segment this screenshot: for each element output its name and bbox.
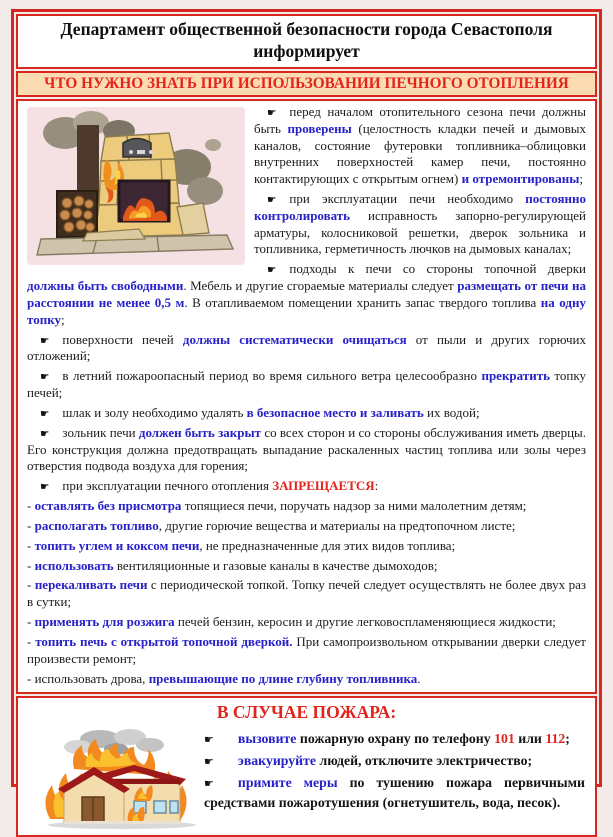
text-segment: топить углем и коксом печи [34, 537, 200, 553]
text-segment: исправность запорно-регулирующей арматуры, колосниковой решетки, дверок зольника и топливника, герметичность лючков на дымовых каналах; [254, 207, 586, 257]
pointer-bullet-icon: ☛ [40, 427, 50, 440]
dash-paragraph [27, 614, 586, 631]
text-segment: ; [579, 171, 583, 187]
text-segment: вентиляционные и газовые каналы в качестве дымоходов; [113, 557, 438, 573]
text-segment: располагать топливо [34, 517, 159, 533]
pointer-bullet-icon: ☛ [267, 194, 277, 206]
text-segment: . В отапливаемом помещении хранить запас твердого топлива [184, 294, 541, 310]
text-segment: топить печь с открытой топочной дверкой. [35, 633, 293, 649]
text-segment: при эксплуатации печного отопления [62, 478, 273, 494]
text-segment: - [27, 577, 35, 593]
stove-illustration [27, 107, 245, 265]
dash-paragraph [27, 518, 586, 535]
bullet-paragraph [27, 261, 586, 328]
text-segment: шлак и золу необходимо удалять [62, 404, 247, 420]
dash-paragraph [27, 577, 586, 611]
text-segment: , другие горючие вещества и материалы на предтопочном листе; [158, 517, 516, 533]
pointer-bullet-icon: ☛ [267, 106, 277, 119]
text-segment: печей бензин, керосин и другие легковоспламеняющиеся жидкости; [174, 614, 556, 630]
text-segment: в безопасное место и заливать [246, 404, 424, 420]
text-segment: вызовите [237, 731, 297, 747]
text-segment: - [27, 498, 35, 514]
burning-house-icon [30, 727, 198, 831]
pointer-bullet-icon: ☛ [40, 334, 50, 347]
text-segment: или [514, 731, 546, 747]
bullet-paragraph [27, 425, 586, 475]
text-segment: превышающие по длине глубину топливника [148, 670, 418, 686]
text-segment: оставлять без присмотра [34, 498, 182, 514]
text-segment: эвакуируйте [237, 753, 317, 769]
bullet-paragraph [27, 405, 586, 422]
text-segment: . [417, 670, 421, 686]
pointer-bullet-icon: ☛ [204, 777, 214, 791]
pointer-bullet-icon: ☛ [40, 407, 50, 420]
text-segment: размещать от печи на расстоянии не менее 0,5 м [27, 278, 586, 310]
pointer-bullet-icon: ☛ [40, 481, 50, 494]
fire-section-heading: В СЛУЧАЕ ПОЖАРА: [216, 702, 397, 723]
text-segment: 112 [545, 731, 566, 747]
text-segment: должны быть свободными [27, 278, 184, 294]
text-segment: при эксплуатации печи необходимо [289, 191, 526, 206]
text-segment: перед началом отопительного сезона печи должны быть [254, 103, 586, 136]
stove-icon [27, 107, 245, 265]
text-segment: , не предназначенные для этих видов топлива; [199, 537, 456, 553]
pointer-bullet-icon: ☛ [267, 264, 277, 277]
dash-paragraph [27, 558, 586, 575]
text-segment: должен быть закрыт [138, 424, 262, 440]
outer-red-frame [11, 9, 602, 811]
subtitle-banner [16, 71, 597, 97]
text-segment: прекратить [481, 368, 550, 384]
bullet-paragraph [27, 478, 586, 495]
dash-paragraph [27, 498, 586, 515]
text-segment: ЗАПРЕЩАЕТСЯ [272, 478, 375, 494]
text-segment: на одну топку [27, 294, 586, 327]
fire-instruction-item [204, 773, 585, 813]
text-segment: должны систематически очищаться [182, 331, 407, 347]
text-segment: - [27, 537, 35, 553]
text-segment: зольник печи [62, 424, 139, 440]
text-segment: ; [565, 731, 570, 747]
text-segment: - [27, 633, 36, 649]
text-segment: топящиеся печи, поручать надзор за ними малолетним детям; [181, 498, 527, 514]
text-segment: . Мебель и другие сгораемые материалы следует [183, 278, 458, 294]
burning-house-illustration [30, 727, 198, 831]
text-segment: пожарную охрану по телефону [296, 731, 495, 747]
text-segment: При самопроизвольном открывании дверки следует произвести ремонт; [27, 633, 586, 666]
text-segment: - использовать дрова, [27, 670, 149, 686]
text-segment: и отремонтированы [461, 171, 580, 187]
text-segment: их водой; [423, 404, 480, 420]
page-title: Департамент общественной безопасности города Севастополя информирует [60, 19, 553, 61]
text-segment: примите меры [237, 775, 338, 791]
dash-paragraph [27, 538, 586, 555]
pointer-bullet-icon: ☛ [40, 371, 50, 384]
text-segment: применять для розжига [34, 614, 175, 630]
dash-paragraph [27, 671, 586, 688]
pointer-bullet-icon: ☛ [204, 755, 214, 769]
text-segment: (целостность кладки печей и дымовых каналов, состояние футеровки топливника–облицовки внутренних поверхностей камер печи, постоянно контактирующих с открытым огнем) [254, 120, 586, 187]
dash-paragraph [27, 634, 586, 668]
fire-case-box [16, 696, 597, 837]
fire-instructions-list [198, 727, 587, 815]
text-segment: по тушению пожара первичными средствами пожаротушения (огнетушитель, вода, песок). [204, 775, 585, 811]
text-segment: от пыли и других горючих отложений; [27, 331, 586, 364]
text-segment: в летний пожароопасный период во время сильного ветра целесообразно [62, 368, 482, 384]
text-segment: проверены [287, 120, 352, 136]
text-segment: использовать [34, 557, 114, 573]
bullet-paragraph [27, 368, 586, 402]
text-segment: - [27, 557, 35, 573]
bullet-paragraph [27, 332, 586, 366]
subtitle-text: ЧТО НУЖНО ЗНАТЬ ПРИ ИСПОЛЬЗОВАНИИ ПЕЧНОГО ОТОПЛЕНИЯ [44, 74, 569, 92]
text-segment: перекаливать печи [34, 577, 148, 593]
text-segment: с периодической топкой. Топку печей следует осуществлять не более двух раз в сутки; [27, 577, 586, 610]
main-content-box [16, 99, 597, 695]
text-segment: - [27, 517, 35, 533]
text-segment: - [27, 614, 35, 630]
header-box [16, 14, 597, 69]
text-segment: поверхности печей [62, 331, 183, 347]
text-segment: ; [61, 311, 65, 327]
text-segment: топку печей; [27, 368, 586, 401]
text-segment: людей, отключите электричество; [316, 753, 533, 769]
text-segment: подходы к печи со стороны топочной дверки [289, 261, 586, 277]
text-segment: со всех сторон и со стороны обслуживания иметь дверцы. Его конструкция должна предотвращать выпадание раскаленных частиц топлива или золы через отверстия подвода воздуха для горения; [27, 424, 587, 474]
pointer-bullet-icon: ☛ [204, 733, 214, 747]
text-segment: : [374, 478, 379, 494]
fire-instruction-item [204, 751, 585, 771]
fire-instruction-item [204, 729, 585, 749]
text-segment: постоянно контролировать [254, 191, 586, 223]
text-segment: 101 [494, 731, 515, 747]
